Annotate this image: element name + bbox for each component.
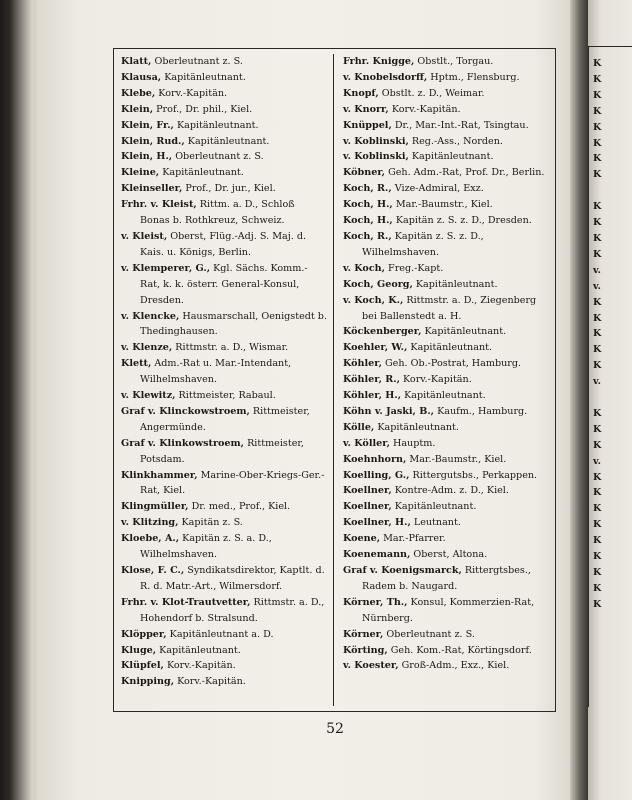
- entry-details: Rittmstr. a. D., Hohendorf b. Stralsund.: [140, 596, 325, 624]
- entry-name: Koch, R.,: [343, 183, 392, 195]
- entry-name: Kleinseller,: [121, 183, 183, 195]
- entry-name: v. Koblinski,: [343, 135, 409, 147]
- entry-name: Koch, H.,: [343, 199, 393, 211]
- directory-entry: [343, 293, 551, 325]
- next-page-fragment: [593, 390, 632, 406]
- entry-details: Kapitänleutnant.: [184, 135, 270, 147]
- next-page-fragment: K: [593, 471, 602, 483]
- entry-name: Koellner,: [343, 501, 392, 513]
- entry-name: Kluge,: [121, 644, 157, 656]
- directory-entry: [343, 547, 551, 563]
- entry-name: v. Koch, K.,: [343, 294, 404, 306]
- entry-details: Kapitänleutnant.: [161, 71, 246, 83]
- directory-entry: [343, 340, 551, 356]
- directory-entry: [343, 118, 551, 134]
- entry-name: Kölle,: [343, 421, 375, 433]
- entry-details: Oberleutnant z. S.: [383, 628, 475, 640]
- entry-name: Koehnhorn,: [343, 453, 407, 465]
- entry-name: Koelling, G.,: [343, 469, 410, 481]
- next-page-fragment: K: [593, 487, 602, 499]
- entry-name: Köhler, H.,: [343, 390, 402, 402]
- entry-name: Kleine,: [121, 167, 160, 179]
- next-page-fragment: K: [593, 360, 602, 372]
- entry-details: Korv.-Kapitän.: [155, 87, 228, 99]
- entry-details: Rittmstr. a. D., Ziegenberg bei Ballenstedt a. H.: [362, 294, 537, 322]
- entry-details: Kapitänleutnant a. D.: [166, 628, 274, 640]
- entry-name: v. Köller,: [343, 437, 390, 449]
- directory-entry: [343, 70, 551, 86]
- entry-details: Korv.-Kapitän.: [388, 103, 461, 115]
- entry-name: Kloebe, A.,: [121, 533, 180, 545]
- directory-entry: [343, 197, 551, 213]
- directory-entry: [343, 627, 551, 643]
- entry-name: Klebe,: [121, 87, 156, 99]
- entry-name: Köhler,: [343, 358, 382, 370]
- entry-details: Kapitänleutnant.: [407, 342, 493, 354]
- next-page-fragment: K: [593, 519, 602, 531]
- next-page-fragment: K: [593, 58, 602, 69]
- entry-name: Körner,: [343, 628, 384, 640]
- entry-details: Korv.-Kapitän.: [163, 660, 236, 672]
- entry-details: Kapitänleutnant.: [391, 501, 477, 513]
- next-page-fragment: K: [593, 217, 602, 229]
- entry-details: Geh. Ob.-Postrat, Hamburg.: [381, 358, 522, 370]
- next-page-fragment: K: [593, 582, 602, 594]
- next-page-fragment: K: [593, 328, 602, 340]
- entry-details: Marine-Ober-Kriegs-Ger.-Rat, Kiel.: [140, 469, 325, 497]
- entry-name: Koenemann,: [343, 549, 411, 561]
- entry-details: Prof., Dr. jur., Kiel.: [182, 183, 276, 195]
- directory-entry: [121, 70, 327, 86]
- entry-name: Koellner, H.,: [343, 517, 411, 529]
- directory-entry: [343, 436, 551, 452]
- entry-details: Obstlt., Torgau.: [414, 56, 494, 67]
- entry-details: Rittmeister, Potsdam.: [140, 437, 304, 465]
- entry-name: Klein, Fr.,: [121, 119, 174, 131]
- entry-name: Köckenberger,: [343, 326, 422, 338]
- directory-entry: [121, 658, 327, 674]
- directory-entry: [343, 372, 551, 388]
- directory-entry: [343, 324, 551, 340]
- next-page-fragment: K: [593, 344, 602, 356]
- book-spine: [0, 0, 40, 800]
- directory-entry: [121, 54, 327, 70]
- entry-details: Reg.-Ass., Norden.: [408, 135, 503, 147]
- directory-entry: [343, 658, 551, 674]
- directory-entry: [121, 404, 327, 436]
- entry-details: Hptm., Flensburg.: [427, 71, 520, 83]
- entry-details: Kapitänleutnant.: [159, 167, 244, 179]
- directory-entry: [121, 563, 327, 595]
- entry-details: Hausmarschall, Oenigstedt b. Thedinghausen.: [140, 310, 327, 338]
- entry-details: Oberleutnant z. S.: [151, 56, 243, 67]
- entry-name: v. Kleist,: [121, 230, 168, 242]
- entry-name: v. Knorr,: [343, 103, 389, 115]
- next-page-fragment: K: [593, 137, 602, 149]
- entry-name: v. Klewitz,: [121, 390, 176, 402]
- entry-name: Klett,: [121, 358, 152, 370]
- next-page-fragment: K: [593, 232, 602, 244]
- directory-entry: [121, 86, 327, 102]
- entry-name: Köbner,: [343, 167, 386, 179]
- entry-details: Kapitän z. S.: [178, 517, 243, 529]
- entry-details: Kapitänleutnant.: [421, 326, 507, 338]
- entry-details: Dr., Mar.-Int.-Rat, Tsingtau.: [391, 119, 529, 131]
- directory-entry: [343, 468, 551, 484]
- entry-name: Klein, Rud.,: [121, 135, 185, 147]
- directory-entry: [121, 643, 327, 659]
- directory-entry: [343, 54, 551, 70]
- entry-name: Klinkhammer,: [121, 469, 198, 481]
- entry-name: v. Klemperer, G.,: [121, 262, 211, 274]
- next-page-fragment: K: [593, 248, 602, 260]
- directory-entry: [121, 468, 327, 500]
- entry-details: Oberleutnant z. S.: [172, 151, 264, 163]
- directory-entry: [121, 309, 327, 341]
- directory-entry: [121, 388, 327, 404]
- directory-entry: [343, 452, 551, 468]
- directory-entry: [121, 595, 327, 627]
- entry-name: Koch, H.,: [343, 215, 393, 227]
- directory-entry: [121, 515, 327, 531]
- entry-details: Mar.-Baumstr., Kiel.: [392, 199, 493, 211]
- entry-name: Knipping,: [121, 676, 175, 688]
- entry-details: Korv.-Kapitän.: [174, 676, 246, 688]
- entry-name: Graf v. Klinkowstroem,: [121, 437, 245, 449]
- entry-name: v. Klitzing,: [121, 517, 179, 529]
- entry-details: Mar.-Baumstr., Kiel.: [406, 453, 507, 465]
- entry-details: Rittergtsbes., Radem b. Naugard.: [362, 565, 531, 592]
- left-column: [121, 54, 327, 690]
- entry-name: v. Klencke,: [121, 310, 180, 322]
- entry-name: v. Klenze,: [121, 342, 173, 354]
- page-number: 52: [326, 721, 344, 737]
- entry-details: Geh. Kom.-Rat, Körtingsdorf.: [387, 644, 532, 656]
- entry-name: Klöpper,: [121, 628, 167, 640]
- entry-details: Kapitän z. S. a. D., Wilhelmshaven.: [140, 533, 272, 561]
- next-page-fragment: K: [593, 312, 602, 324]
- entry-details: Leutnant.: [410, 517, 461, 529]
- entry-name: v. Koch,: [343, 262, 385, 274]
- entry-details: Rittmeister, Rabaul.: [175, 390, 276, 402]
- entry-details: Adm.-Rat u. Mar.-Intendant, Wilhelmshaven.: [140, 358, 292, 386]
- entry-name: v. Koester,: [343, 660, 399, 672]
- entry-details: Freg.-Kapt.: [384, 262, 444, 274]
- entry-name: Klose, F. C.,: [121, 565, 185, 576]
- directory-entry: [343, 388, 551, 404]
- next-page-fragment: [593, 183, 632, 199]
- directory-entry: [121, 149, 327, 165]
- directory-entry: [343, 213, 551, 229]
- directory-entry: [121, 229, 327, 261]
- next-page-fragment: K: [593, 503, 602, 515]
- entry-name: Köhler, R.,: [343, 374, 400, 386]
- entry-name: Koellner,: [343, 485, 392, 497]
- directory-entry: [121, 102, 327, 118]
- entry-name: Graf v. Klinckowstroem,: [121, 405, 250, 417]
- directory-entry: [343, 134, 551, 150]
- entry-name: Graf v. Koenigsmarck,: [343, 565, 462, 576]
- entry-details: Kapitän z. S. z. D., Wilhelmshaven.: [362, 230, 484, 258]
- directory-entry: [343, 277, 551, 293]
- right-column: [343, 54, 551, 674]
- entry-details: Kgl. Sächs. Komm.-Rat, k. k. österr. General-Konsul, Dresden.: [140, 262, 308, 306]
- entry-details: Kapitän z. S. z. D., Dresden.: [392, 215, 532, 227]
- entry-name: Körting,: [343, 644, 388, 656]
- directory-entry: [121, 118, 327, 134]
- directory-entry: [121, 531, 327, 563]
- entry-details: Kapitänleutnant.: [173, 119, 259, 131]
- next-page-column: [593, 56, 632, 613]
- entry-name: Frhr. Knigge,: [343, 56, 415, 67]
- next-page-fragment: K: [593, 201, 602, 213]
- next-page-fragment: K: [593, 105, 602, 117]
- entry-name: Klausa,: [121, 71, 162, 83]
- directory-entry: [121, 165, 327, 181]
- entry-details: Kapitänleutnant.: [408, 151, 494, 163]
- entry-name: Knüppel,: [343, 119, 392, 131]
- directory-entry: [343, 515, 551, 531]
- entry-name: v. Koblinski,: [343, 151, 409, 163]
- directory-entry: [343, 181, 551, 197]
- entry-name: Klein,: [121, 103, 154, 115]
- entry-name: Klüpfel,: [121, 660, 164, 672]
- directory-entry: [121, 340, 327, 356]
- next-page-fragment: v.: [593, 455, 601, 467]
- entry-details: Geh. Adm.-Rat, Prof. Dr., Berlin.: [385, 167, 545, 179]
- entry-name: Frhr. v. Klot-Trautvetter,: [121, 596, 251, 608]
- directory-entry: [343, 102, 551, 118]
- entry-name: Koch, Georg,: [343, 278, 413, 290]
- next-page-fragment: K: [593, 423, 602, 435]
- entry-details: Korv.-Kapitän.: [399, 374, 472, 386]
- entry-details: Vize-Admiral, Exz.: [391, 183, 484, 195]
- directory-entry: [343, 149, 551, 165]
- entry-details: Kapitänleutnant.: [156, 644, 241, 656]
- directory-entry: [121, 134, 327, 150]
- entry-details: Rittergutsbs., Perkappen.: [409, 469, 538, 481]
- directory-entry: [343, 86, 551, 102]
- next-page-fragment: v.: [593, 280, 601, 292]
- directory-entry: [343, 643, 551, 659]
- entry-details: Hauptm.: [389, 437, 436, 449]
- directory-entry: [343, 595, 551, 627]
- directory-entry: [343, 404, 551, 420]
- directory-entry: [121, 499, 327, 515]
- next-page-fragment: K: [593, 169, 602, 181]
- next-page-fragment: v.: [593, 376, 601, 388]
- entry-details: Kapitänleutnant.: [412, 278, 498, 290]
- directory-entry: [121, 674, 327, 690]
- next-page-fragment: K: [593, 89, 602, 101]
- entry-details: Prof., Dr. phil., Kiel.: [153, 103, 253, 115]
- entry-details: Kaufm., Hamburg.: [434, 405, 528, 417]
- entry-details: Dr. med., Prof., Kiel.: [188, 501, 291, 513]
- next-page-fragment: K: [593, 439, 602, 451]
- directory-entry: [343, 165, 551, 181]
- directory-entry: [121, 261, 327, 309]
- directory-entry: [343, 356, 551, 372]
- directory-entry: [343, 499, 551, 515]
- next-page-fragment: K: [593, 407, 602, 419]
- directory-entry: [343, 531, 551, 547]
- entry-name: Klatt,: [121, 56, 152, 67]
- entry-name: Koehler, W.,: [343, 342, 408, 354]
- column-divider: [333, 54, 334, 706]
- directory-entry: [343, 483, 551, 499]
- entry-details: Rittmstr. a. D., Wismar.: [172, 342, 289, 354]
- next-page-fragment: v.: [593, 264, 601, 276]
- entry-details: Groß-Adm., Exz., Kiel.: [398, 660, 510, 672]
- entry-details: Konsul, Kommerzien-Rat, Nürnberg.: [362, 596, 535, 624]
- directory-entry: [343, 229, 551, 261]
- entry-name: Koene,: [343, 533, 381, 545]
- entry-name: v. Knobelsdorff,: [343, 71, 428, 83]
- directory-entry: [121, 197, 327, 229]
- directory-entry: [121, 627, 327, 643]
- entry-name: Koch, R.,: [343, 230, 392, 242]
- next-page-fragment: K: [593, 551, 602, 563]
- entry-details: Kontre-Adm. z. D., Kiel.: [391, 485, 509, 497]
- entry-details: Obstlt. z. D., Weimar.: [378, 87, 485, 99]
- next-page-fragment: K: [593, 73, 602, 85]
- entry-details: Rittmeister, Angermünde.: [140, 405, 310, 433]
- next-page-fragment: K: [593, 598, 602, 610]
- entry-details: Kapitänleutnant.: [374, 421, 459, 433]
- entry-name: Klingmüller,: [121, 501, 189, 513]
- directory-entry: [343, 420, 551, 436]
- entry-details: Rittm. a. D., Schloß Bonas b. Rothkreuz, Schweiz.: [140, 199, 295, 227]
- next-page-fragment: K: [593, 153, 602, 165]
- entry-name: Körner, Th.,: [343, 596, 408, 608]
- next-page-fragment: K: [593, 567, 602, 578]
- entry-name: Köhn v. Jaski, B.,: [343, 405, 435, 417]
- entry-name: Knopf,: [343, 87, 379, 99]
- directory-entry: [343, 563, 551, 595]
- entry-name: Frhr. v. Kleist,: [121, 199, 197, 211]
- entry-details: Syndikatsdirektor, Kaptlt. d. R. d. Matr.-Art., Wilmersdorf.: [140, 565, 325, 592]
- next-page-fragment: K: [593, 535, 602, 547]
- directory-entry: [121, 436, 327, 468]
- directory-entry: [121, 181, 327, 197]
- directory-entry: [343, 261, 551, 277]
- entry-details: Oberst, Altona.: [410, 549, 488, 561]
- directory-entry: [121, 356, 327, 388]
- entry-details: Mar.-Pfarrer.: [380, 533, 446, 545]
- entry-details: Oberst, Flüg.-Adj. S. Maj. d. Kais. u. Königs, Berlin.: [140, 230, 307, 258]
- next-page-fragment: K: [593, 121, 602, 133]
- entry-details: Kapitänleutnant.: [401, 390, 486, 402]
- next-page-fragment: K: [593, 296, 602, 308]
- entry-name: Klein, H.,: [121, 151, 173, 163]
